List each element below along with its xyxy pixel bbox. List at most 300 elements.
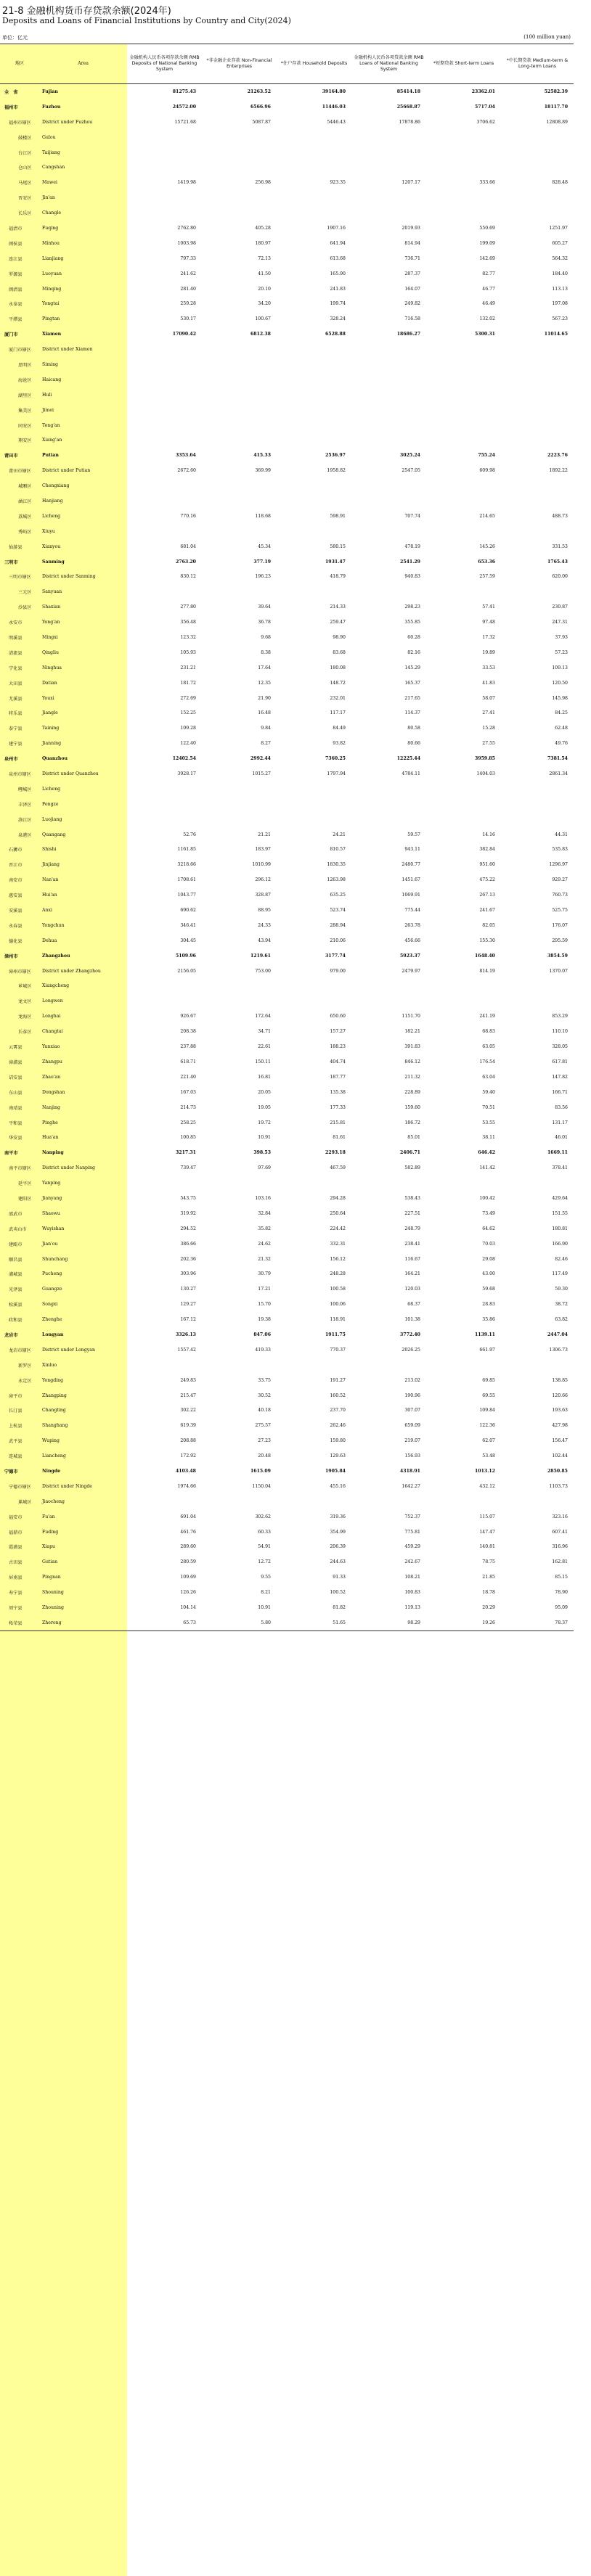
cell-medium-long-term-loans: 620.00 [552,574,568,580]
cell-short-term-loans: 951.60 [479,862,495,868]
cell-household-deposits: 770.37 [330,1347,346,1353]
cell-short-term-loans [426,797,501,812]
cell-rmb-deposits: 1161.85 [177,847,196,853]
table-row [0,1236,574,1252]
cell-rmb-deposits: 926.67 [180,1014,196,1020]
cell-rmb-loans: 108.21 [404,1575,420,1580]
cell-short-term-loans [426,1358,501,1373]
cell-short-term-loans: 82.05 [482,922,495,928]
cell-household-deposits [277,782,351,797]
region-name-cn: 鼓楼区 [18,135,32,141]
table-row [0,1206,574,1221]
table-row [0,1540,574,1555]
region-name-cn: 集美区 [18,408,32,414]
cell-rmb-loans [351,493,426,509]
area-name-en: Dongshan [42,1089,65,1095]
cell-short-term-loans [426,524,501,539]
cell-medium-long-term-loans [501,190,574,205]
cell-medium-long-term-loans: 1892.22 [549,468,568,474]
table-row-total [0,1145,574,1160]
cell-medium-long-term-loans: 607.41 [552,1529,568,1535]
cell-household-deposits: 159.80 [330,1438,346,1444]
cell-short-term-loans: 267.13 [479,893,495,898]
table-row [0,1570,574,1585]
cell-medium-long-term-loans [501,403,574,418]
cell-rmb-loans [351,979,426,994]
cell-rmb-loans: 2479.97 [402,968,420,974]
cell-household-deposits: 1931.47 [325,559,346,565]
cell-rmb-deposits: 208.38 [180,1029,196,1035]
cell-non-financial-enterprises [202,387,277,403]
cell-rmb-deposits: 1708.61 [177,877,196,883]
area-name-en: Nanping [42,1150,64,1156]
cell-household-deposits: 259.47 [330,620,346,625]
area-name-en: Xiang'an [42,438,62,443]
cell-short-term-loans: 53.55 [482,1120,495,1125]
area-name-en: Xianyou [42,543,61,549]
unit-label-cn: 单位：亿元 [2,35,28,41]
cell-non-financial-enterprises: 88.95 [258,908,271,914]
table-row [0,599,574,615]
cell-rmb-deposits: 258.25 [180,1120,196,1125]
cell-rmb-deposits [127,782,202,797]
cell-medium-long-term-loans: 11014.65 [544,332,568,337]
table-row [0,1615,574,1630]
cell-non-financial-enterprises: 34.20 [258,301,271,307]
region-name-cn: 南安市 [9,878,23,884]
table-row [0,175,574,190]
cell-rmb-deposits: 830.12 [180,574,196,580]
cell-rmb-loans: 101.38 [404,1317,420,1323]
cell-medium-long-term-loans [501,584,574,599]
area-name-en: District under Ningde [42,1483,92,1489]
cell-rmb-loans [351,432,426,448]
cell-medium-long-term-loans: 62.48 [555,726,568,731]
cell-medium-long-term-loans: 328.05 [552,1044,568,1050]
cell-household-deposits [277,584,351,599]
region-name-cn: 东山县 [9,1090,23,1096]
region-name-cn: 龙海区 [18,1014,32,1020]
cell-short-term-loans [426,403,501,418]
cell-medium-long-term-loans: 180.81 [552,1226,568,1231]
cell-rmb-loans [351,1358,426,1373]
cell-medium-long-term-loans: 138.85 [552,1377,568,1383]
cell-rmb-deposits [127,1494,202,1509]
cell-rmb-deposits: 122.40 [180,741,196,747]
cell-rmb-deposits: 1419.98 [177,180,196,186]
region-name-cn: 城厢区 [18,484,32,490]
cell-rmb-deposits: 181.72 [180,680,196,686]
cell-rmb-deposits: 461.76 [180,1529,196,1535]
table-row [0,282,574,297]
cell-short-term-loans [426,432,501,448]
region-name-cn: 秀屿区 [18,529,32,535]
cell-household-deposits [277,342,351,357]
cell-household-deposits [277,993,351,1009]
cell-rmb-loans [351,372,426,387]
region-name-cn: 永春县 [9,923,23,929]
cell-rmb-deposits [127,432,202,448]
cell-rmb-loans: 2019.93 [402,225,420,231]
area-name-en: Jianning [42,741,62,747]
cell-non-financial-enterprises: 150.11 [255,1059,271,1065]
area-name-en: Luojiang [42,816,62,822]
cell-rmb-deposits: 259.28 [180,301,196,307]
cell-rmb-loans [351,1494,426,1509]
cell-rmb-loans: 4318.91 [400,1468,420,1474]
region-name-cn: 古田县 [9,1560,23,1566]
cell-rmb-loans: 736.71 [404,255,420,261]
cell-short-term-loans: 333.66 [479,180,495,186]
cell-short-term-loans: 814.19 [479,968,495,974]
cell-rmb-loans [351,357,426,372]
cell-medium-long-term-loans [501,160,574,175]
table-row [0,887,574,903]
cell-non-financial-enterprises: 172.64 [255,1014,271,1020]
table-row [0,842,574,858]
region-name-cn: 莆田市 [4,454,18,459]
table-row [0,1358,574,1373]
cell-rmb-deposits: 280.59 [180,1559,196,1565]
area-name-en: Haicang [42,377,62,382]
cell-rmb-loans: 248.79 [404,1226,420,1231]
cell-non-financial-enterprises: 17.21 [258,1287,271,1292]
area-name-en: Longyan [42,1332,64,1337]
table-row [0,918,574,933]
region-name-cn: 蕉城区 [18,1499,32,1505]
area-name-en: Datian [42,680,57,686]
cell-rmb-loans: 659.09 [404,1423,420,1429]
cell-non-financial-enterprises: 35.82 [258,1226,271,1231]
area-name-en: Yongchun [42,922,65,928]
cell-medium-long-term-loans: 156.47 [552,1438,568,1444]
region-name-cn: 华安县 [9,1136,23,1141]
area-name-en: Jinjiang [42,862,60,868]
cell-rmb-deposits: 272.69 [180,695,196,701]
cell-household-deposits: 923.35 [330,180,346,186]
cell-medium-long-term-loans: 113.13 [552,286,568,292]
header-area-en: Area [39,44,127,84]
region-name-cn: 厦门市 [4,332,18,338]
cell-medium-long-term-loans: 929.27 [552,877,568,883]
table-row [0,645,574,660]
cell-non-financial-enterprises: 21263.52 [247,89,271,94]
cell-non-financial-enterprises: 369.99 [255,468,271,474]
cell-household-deposits: 598.91 [330,513,346,519]
cell-non-financial-enterprises: 17.64 [258,665,271,670]
cell-rmb-deposits: 152.25 [180,710,196,716]
cell-medium-long-term-loans [501,372,574,387]
region-name-cn: 莆田市辖区 [9,469,31,475]
cell-household-deposits: 224.42 [330,1226,346,1231]
table-row [0,372,574,387]
cell-short-term-loans: 70.51 [482,1104,495,1110]
cell-rmb-loans: 17878.86 [399,119,420,125]
region-name-cn: 仙游县 [9,544,23,550]
area-name-en: Liancheng [42,1453,66,1459]
region-name-cn: 南平市辖区 [9,1166,31,1172]
area-name-en: Shanghang [42,1423,68,1429]
cell-short-term-loans [426,372,501,387]
cell-non-financial-enterprises: 16.48 [258,710,271,716]
cell-household-deposits [277,1176,351,1191]
cell-medium-long-term-loans: 378.41 [552,1165,568,1171]
cell-non-financial-enterprises [202,190,277,205]
cell-short-term-loans: 62.07 [482,1438,495,1444]
cell-household-deposits [277,205,351,221]
cell-rmb-loans: 238.41 [404,1241,420,1247]
cell-rmb-deposits: 690.62 [180,908,196,914]
cell-short-term-loans: 122.36 [479,1423,495,1429]
cell-household-deposits: 523.74 [330,908,346,914]
region-name-cn: 泉州市 [4,757,18,763]
cell-non-financial-enterprises: 30.79 [258,1271,271,1277]
cell-non-financial-enterprises: 10.91 [258,1605,271,1610]
area-name-en: Jiangle [42,710,58,716]
cell-rmb-loans: 59.57 [407,832,420,837]
cell-rmb-deposits: 17090.42 [172,332,196,337]
cell-rmb-loans: 85414.18 [396,89,420,94]
cell-short-term-loans: 155.30 [479,938,495,943]
cell-medium-long-term-loans: 828.48 [552,180,568,186]
table-row [0,1433,574,1448]
cell-rmb-deposits: 3218.66 [177,862,196,868]
table-row [0,1312,574,1327]
cell-medium-long-term-loans: 184.40 [552,271,568,276]
area-name-en: Fengze [42,801,59,807]
cell-medium-long-term-loans: 52582.39 [544,89,568,94]
region-name-cn: 福安市 [9,1514,23,1520]
cell-household-deposits: 1907.16 [327,225,346,231]
area-name-en: Xiuyu [42,528,55,534]
table-row [0,933,574,948]
cell-non-financial-enterprises: 275.57 [255,1423,271,1429]
cell-short-term-loans: 661.97 [479,1347,495,1353]
cell-non-financial-enterprises: 21.21 [258,832,271,837]
table-row [0,903,574,918]
header-non-financial-enterprises: *非金融企业存款 Non-Financial Enterprises [202,44,277,84]
table-row [0,1130,574,1145]
cell-rmb-deposits [127,1358,202,1373]
cell-short-term-loans: 5717.04 [475,104,495,110]
table-row [0,357,574,372]
table-row [0,509,574,524]
table-row [0,691,574,706]
cell-rmb-deposits: 109.69 [180,1575,196,1580]
cell-rmb-deposits: 346.41 [180,922,196,928]
cell-rmb-deposits: 100.85 [180,1135,196,1141]
table-row [0,797,574,812]
cell-short-term-loans: 653.36 [478,559,495,565]
cell-short-term-loans [426,205,501,221]
cell-household-deposits: 328.24 [330,316,346,322]
header-rmb-deposits: 金融机构人民币各项存款余额 RMB Deposits of National Banking System [127,44,202,84]
cell-rmb-deposits: 281.40 [180,286,196,292]
cell-non-financial-enterprises: 256.98 [255,180,271,186]
area-name-en: Youxi [42,695,54,701]
cell-medium-long-term-loans [501,1494,574,1509]
cell-short-term-loans: 1648.40 [475,953,495,959]
cell-medium-long-term-loans: 85.15 [555,1575,568,1580]
table-row [0,539,574,554]
cell-non-financial-enterprises: 32.84 [258,1210,271,1216]
cell-short-term-loans: 432.12 [479,1483,495,1489]
cell-rmb-deposits: 304.45 [180,938,196,943]
cell-short-term-loans: 33.53 [482,665,495,670]
cell-household-deposits: 244.63 [330,1559,346,1565]
table-row [0,766,574,782]
cell-non-financial-enterprises: 20.10 [258,286,271,292]
area-name-en: Pinghe [42,1120,58,1125]
cell-short-term-loans: 109.84 [479,1408,495,1414]
cell-household-deposits: 165.90 [330,271,346,276]
region-name-cn: 全 省 [4,89,18,95]
cell-non-financial-enterprises: 398.53 [253,1150,271,1156]
cell-household-deposits: 2536.97 [325,453,346,459]
cell-non-financial-enterprises [202,130,277,145]
cell-medium-long-term-loans: 525.75 [552,908,568,914]
cell-medium-long-term-loans: 7381.54 [547,756,568,762]
cell-medium-long-term-loans [501,797,574,812]
cell-medium-long-term-loans [501,478,574,493]
area-name-en: Ninghua [42,665,62,670]
region-name-cn: 光泽县 [9,1287,23,1293]
cell-rmb-loans [351,524,426,539]
cell-short-term-loans: 17.32 [482,635,495,640]
area-name-en: Fujian [42,89,58,94]
region-name-cn: 马尾区 [18,181,32,186]
table-row [0,736,574,751]
table-row [0,570,574,585]
cell-medium-long-term-loans: 295.59 [552,938,568,943]
region-name-cn: 芗城区 [18,984,32,990]
region-name-cn: 洛江区 [18,817,32,823]
cell-short-term-loans: 70.03 [482,1241,495,1247]
cell-short-term-loans: 69.85 [482,1377,495,1383]
cell-short-term-loans: 176.54 [479,1059,495,1065]
area-name-en: Fuqing [42,225,59,231]
region-name-cn: 南靖县 [9,1105,23,1111]
cell-household-deposits: 455.16 [330,1483,346,1489]
region-name-cn: 长乐区 [18,211,32,217]
cell-medium-long-term-loans: 564.32 [552,255,568,261]
cell-rmb-deposits: 15721.68 [174,119,196,125]
header-household-deposits: *住户存款 Household Deposits [277,44,351,84]
cell-rmb-loans: 355.85 [404,620,420,625]
cell-short-term-loans: 115.07 [479,1514,495,1519]
region-name-cn: 漳州市辖区 [9,969,31,975]
cell-rmb-loans: 5923.37 [400,953,420,959]
cell-rmb-deposits: 530.17 [180,316,196,322]
table-row [0,266,574,282]
cell-household-deposits: 2293.18 [325,1150,346,1156]
cell-rmb-deposits: 386.66 [180,1241,196,1247]
cell-medium-long-term-loans: 109.13 [552,665,568,670]
table-row [0,1554,574,1570]
cell-household-deposits: 241.83 [330,286,346,292]
cell-rmb-loans [351,812,426,827]
cell-non-financial-enterprises [202,1494,277,1509]
region-name-cn: 建瓯市 [9,1242,23,1247]
cell-household-deposits: 250.64 [330,1210,346,1216]
table-row [0,584,574,599]
table-row-total [0,327,574,342]
region-name-cn: 漳浦县 [9,1059,23,1065]
cell-household-deposits: 1830.35 [327,862,346,868]
area-name-en: Xiangcheng [42,983,70,989]
cell-rmb-loans [351,782,426,797]
cell-short-term-loans: 609.98 [479,468,495,474]
cell-medium-long-term-loans: 59.30 [555,1287,568,1292]
cell-medium-long-term-loans: 102.44 [552,1453,568,1459]
table-row [0,493,574,509]
area-name-en: District under Sanming [42,574,96,580]
cell-non-financial-enterprises: 15.70 [258,1302,271,1308]
cell-medium-long-term-loans [501,432,574,448]
cell-medium-long-term-loans [501,979,574,994]
cell-non-financial-enterprises: 8.21 [261,1590,271,1596]
area-name-en: Huli [42,392,52,398]
cell-rmb-loans: 227.51 [404,1210,420,1216]
region-name-cn: 德化县 [9,938,23,944]
cell-rmb-loans: 82.16 [407,649,420,655]
cell-rmb-loans: 940.83 [404,574,420,580]
cell-short-term-loans: 3959.85 [475,756,495,762]
table-row [0,1176,574,1191]
cell-medium-long-term-loans: 853.29 [552,1014,568,1020]
area-name-en: Xiapu [42,1544,56,1550]
cell-household-deposits: 1905.84 [325,1468,346,1474]
cell-non-financial-enterprises: 196.23 [255,574,271,580]
cell-short-term-loans: 382.84 [479,847,495,853]
table-row [0,630,574,645]
cell-rmb-deposits: 618.71 [180,1059,196,1065]
cell-household-deposits: 232.01 [330,695,346,701]
area-name-en: Gulou [42,134,56,140]
cell-household-deposits: 979.00 [330,968,346,974]
cell-household-deposits: 214.33 [330,604,346,610]
cell-non-financial-enterprises: 40.18 [258,1408,271,1414]
cell-non-financial-enterprises: 103.16 [255,1195,271,1201]
cell-short-term-loans: 755.24 [478,453,495,459]
cell-short-term-loans: 38.11 [482,1135,495,1141]
table-row [0,660,574,676]
cell-non-financial-enterprises: 19.38 [258,1317,271,1323]
cell-medium-long-term-loans: 145.98 [552,695,568,701]
cell-non-financial-enterprises: 41.50 [258,271,271,276]
cell-household-deposits [277,524,351,539]
cell-household-deposits: 248.28 [330,1271,346,1277]
cell-rmb-loans: 307.07 [404,1408,420,1414]
table-row [0,1009,574,1024]
region-name-cn: 福清市 [9,226,23,231]
cell-household-deposits: 5446.43 [327,119,346,125]
cell-short-term-loans: 78.75 [482,1559,495,1565]
cell-non-financial-enterprises: 9.55 [261,1575,271,1580]
cell-rmb-loans [351,130,426,145]
cell-rmb-deposits: 24572.00 [172,104,196,110]
area-name-en: District under Quanzhou [42,771,99,777]
cell-short-term-loans: 28.83 [482,1302,495,1308]
cell-short-term-loans [426,387,501,403]
cell-rmb-loans: 391.83 [404,1044,420,1050]
region-name-cn: 三元区 [18,590,32,596]
area-name-en: Changting [42,1408,66,1414]
cell-rmb-loans: 3772.40 [400,1332,420,1337]
cell-short-term-loans: 19.89 [482,649,495,655]
region-name-cn: 涵江区 [18,499,32,504]
table-row [0,1085,574,1100]
